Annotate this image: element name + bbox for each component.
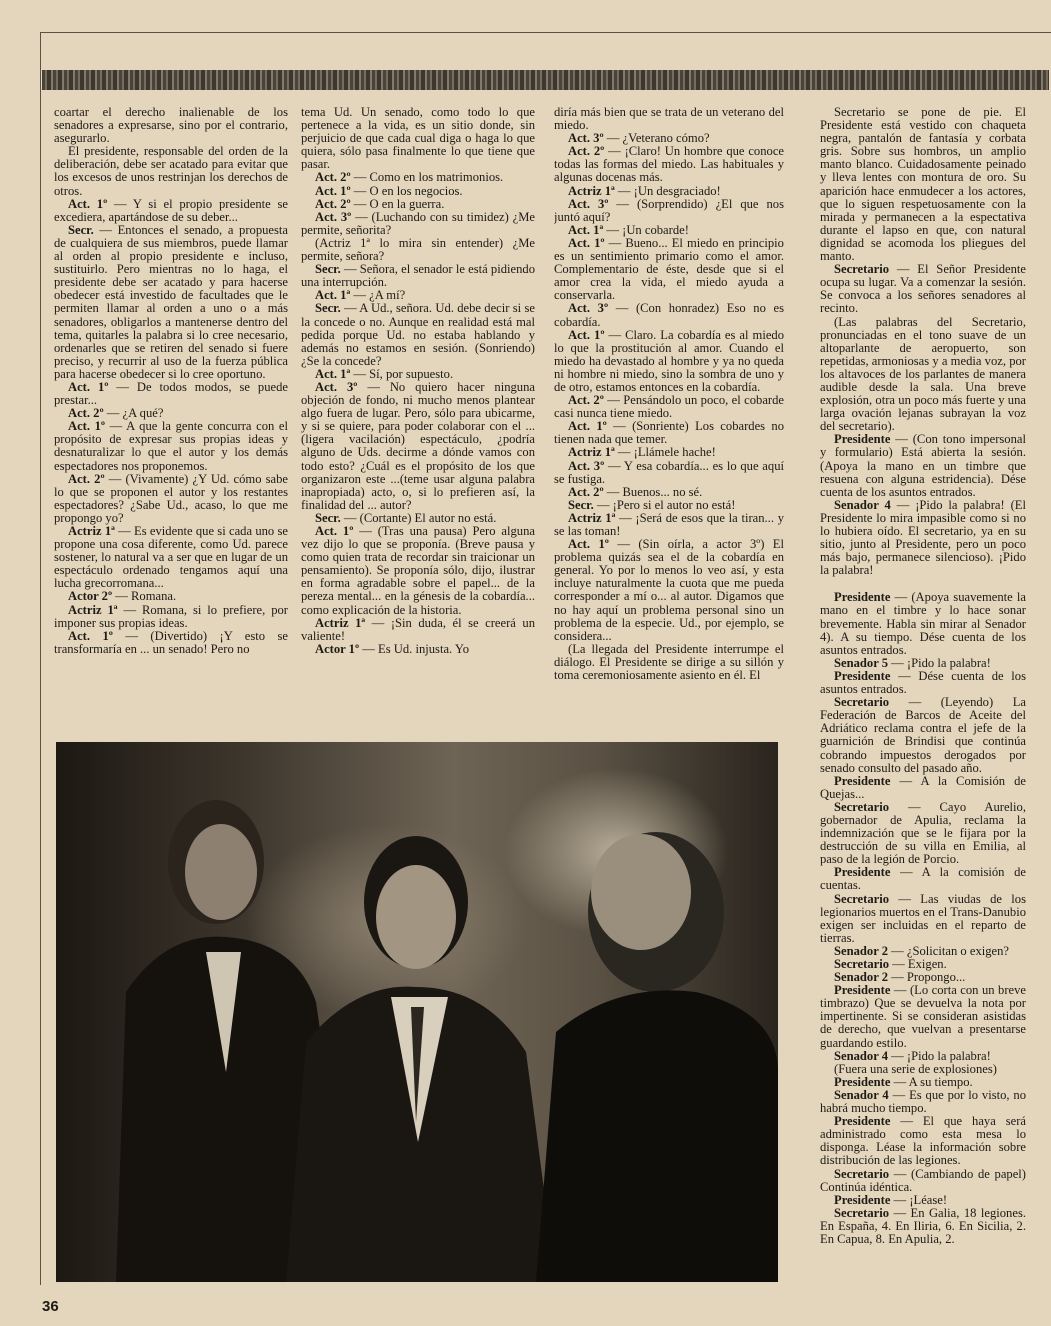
paragraph [301, 106, 535, 171]
paragraph [54, 604, 288, 630]
speaker-name: Secr. [315, 510, 341, 525]
speaker-name: Actor 2º [68, 589, 113, 604]
speaker-name: Secretario [834, 262, 890, 277]
dialogue-text: — Pensándolo un poco, el cobarde casi nunca tiene miedo. [554, 393, 784, 421]
dialogue-text: — Y si el propio presidente se excediera, apartándose de su deber... [54, 196, 288, 224]
speaker-name: Act. 1ª [568, 222, 604, 237]
dialogue-text: (Las palabras del Secretario, pronunciadas en el tono suave de un altoparlante de aeropuerto, son repetidas, armoniosas y a media voz, por los altavoces de los parlantes de manera audible desde la sala. Una breve explosión, otra un poco más fuerte y una larga ovación lejanas subrayan la voz del secretario). [820, 314, 1026, 434]
dialogue-text: — ¡Pido la palabra! [888, 655, 991, 670]
dialogue-text: tema Ud. Un senado, como todo lo que pertenece a la vida, es un sitio donde, sin perjuicio de que cada cual diga o haga lo que quiera, sólo pasa finalmente lo que tiene que pasar. [301, 106, 535, 172]
paragraph [301, 302, 535, 367]
paragraph [54, 145, 288, 197]
dialogue-text: — El que haya será administrado como esta mesa lo disponga. Léase la información sobre distribución de las legiones. [820, 1114, 1026, 1168]
dialogue-text: — A la Comisión de Quejas... [820, 773, 1026, 801]
paragraph [820, 499, 1026, 578]
paragraph [54, 106, 288, 145]
speaker-name: Secr. [315, 262, 341, 277]
dialogue-text: — ¡Léase! [890, 1192, 948, 1207]
paragraph [820, 433, 1026, 498]
speaker-name: Secr. [315, 301, 341, 316]
text-column-3 [554, 106, 784, 734]
text-column-1 [54, 106, 288, 730]
dialogue-text: — No quiero hacer ninguna objeción de fondo, ni mucho menos plantear algo fuera de lugar. Pero, sólo para ubicarme, y si se quiere, para poder colaborar con el ...(ligera vacilación) espectáculo, ¿podría alguno de Uds. decirme a dónde vamos con todo esto? ¿Cuál es el propósito de los que organizaron este ...(teme usar alguna palabra inapropiada) acto, o, si lo prefieren así, la finalidad del ... autor? [301, 379, 535, 512]
paragraph [554, 198, 784, 224]
dialogue-text: — (Sin oírla, a actor 3º) El problema quizás sea el de la cobardía en general. Yo por lo menos lo veo así, y esta incluye naturalmente la cuota que me pueda corresponder a mí o... al autor. Digamos que no hay aquí un problema personal sino un problema de la especie. Ud., por ejemplo, se considera... [554, 537, 784, 643]
speaker-name: Act. 2º [315, 196, 351, 211]
speaker-name: Secr. [68, 222, 94, 237]
speaker-name: Secretario [834, 1205, 890, 1220]
dialogue-text: — De todos modos, se puede prestar... [54, 379, 288, 408]
speaker-name: Act. 2º [568, 144, 605, 159]
dialogue-text: — (Tras una pausa) Pero alguna vez dijo lo que se proponía. (Breve pausa y como quien trata de recordar sin traicionar un pensamiento). Se proponía sólo, dijo, ilustrar en forma agradable sobre el papel... de la pereza mental... en la génesis de la cobardía... como explicación de la historia. [301, 524, 535, 617]
speaker-name: Act. 1º [68, 628, 113, 643]
dialogue-text: — A la comisión de cuentas. [820, 865, 1026, 893]
paragraph [554, 394, 784, 420]
speaker-name: Senador 2 [834, 970, 889, 985]
paragraph [820, 1207, 1026, 1246]
dialogue-text: — (Vivamente) ¿Y Ud. cómo sabe lo que se proponen el autor y los restantes espectadores? ¿Sabe Ud., acaso, lo que me propongo yo? [54, 471, 288, 525]
speaker-name: Senador 4 [834, 497, 891, 512]
paragraph [54, 473, 288, 525]
dialogue-text: — En Galia, 18 legiones. En España, 4. En Iliria, 6. En Sicilia, 2. En Capua, 8. En Apulia, 2. [820, 1205, 1026, 1246]
speaker-name: Act. 1º [68, 419, 106, 434]
dialogue-text: — ¡Un desgraciado! [614, 183, 721, 198]
speaker-name: Actriz 1ª [68, 524, 115, 538]
paragraph [554, 329, 784, 394]
speaker-name: Actriz 1ª [568, 510, 616, 525]
paragraph [301, 211, 535, 237]
paragraph [301, 525, 535, 617]
column-4-part-b [820, 591, 1026, 1246]
dialogue-text: — Sí, por supuesto. [350, 366, 454, 381]
dialogue-text: — Dése cuenta de los asuntos entrados. [820, 668, 1026, 697]
speaker-name: Act. 3º [568, 131, 604, 146]
speaker-name: Presidente [834, 590, 891, 605]
dialogue-text: — Y esa cobardía... es lo que aquí se fustiga. [554, 458, 784, 486]
dialogue-text: — A que la gente concurra con el propósito de expresar sus propias ideas y desnaturalizar lo que el autor y los demás espectadores nos proponemos. [54, 419, 288, 473]
speaker-name: Actriz 1ª [68, 602, 118, 617]
dialogue-text: — ¿A qué? [103, 406, 164, 421]
paragraph [820, 1115, 1026, 1167]
speaker-name: Act. 2º [568, 484, 604, 499]
paragraph [554, 643, 784, 682]
dialogue-text: — ¿Solicitan o exigen? [888, 943, 1010, 958]
paragraph [301, 617, 535, 643]
speaker-name: Secretario [834, 695, 890, 710]
dialogue-text: — ¿Veterano cómo? [603, 131, 710, 146]
dialogue-text: — Es que por lo visto, no habrá mucho tiempo. [820, 1087, 1026, 1116]
speaker-name: Act. 3º [315, 379, 358, 394]
paragraph [820, 106, 1026, 263]
speaker-name: Act. 2º [568, 393, 604, 408]
dialogue-text: — (Cambiando de papel) Continúa idéntica. [820, 1166, 1026, 1194]
paragraph [820, 801, 1026, 866]
speaker-name: Act. 1º [568, 235, 605, 250]
paragraph [54, 630, 288, 656]
dialogue-text: — ¡Pido la palabra! (El Presidente lo mira impasible como si no lo hubiera oído. El secretario, ya en su sitio, junto al Presidente, pero un poco más bajo, permanece silencioso). ¡Pido la palabra! [820, 497, 1026, 578]
dialogue-text: — Entonces el senado, a propuesta de cualquiera de sus miembros, puede llamar al orden al propio presidente e incluso, sustituirlo. Pero mientras no lo haga, el presidente debe ser acatado y para hacerse obedecer está investido de facultades que le permiten llamar al orden a uno o a más senadores, obligarlos a mantenerse dentro del tema, quitarles la palabra si lo cree necesario, ordenarles que se retiren del senado si fuere preciso, y recurrir al uso de la fuerza pública para hacerse obedecer si lo cree oportuno. [54, 222, 288, 381]
dialogue-text: — Romana. [112, 589, 177, 604]
paragraph [820, 984, 1026, 1049]
dialogue-text: — (Con tono impersonal y formulario) Está abierta la sesión. (Apoya la mano en un timbre que resuena con alguna estridencia). Dése cuenta de los asuntos entrados. [820, 432, 1026, 499]
paragraph [54, 224, 288, 381]
dialogue-text: — El Señor Presidente ocupa su lugar. Va a comenzar la sesión. Se convoca a los señores senadores al recinto. [820, 262, 1026, 316]
speaker-name: Actriz 1ª [315, 615, 366, 630]
paragraph [554, 512, 784, 538]
dialogue-text: — ¡Pero si el autor no está! [593, 497, 736, 512]
dialogue-text: — Bueno... El miedo en principio es un sentimiento primario como el amor. Complementario de éste, desde que si el amor crea la vida, el miedo ayuda a conservarla. [554, 235, 784, 303]
dialogue-text: — ¡Pido la palabra! [888, 1048, 991, 1063]
paragraph [554, 420, 784, 446]
dialogue-text: — A su tiempo. [890, 1074, 973, 1089]
speaker-name: Secr. [568, 497, 594, 512]
dialogue-text: — O en la guerra. [350, 196, 445, 211]
dialogue-text: — (Luchando con su timidez) ¿Me permite, señorita? [301, 209, 535, 237]
dialogue-text: — (Sonriente) Los cobardes no tienen nada que temer. [554, 419, 784, 447]
speaker-name: Secretario [834, 1166, 890, 1181]
dialogue-text: — Como en los matrimonios. [350, 170, 504, 185]
dialogue-text: — A Ud., señora. Ud. debe decir si se la concede o no. Aunque en realidad está mal pedida porque Ud. no estaba hablando y además no estamos en sesión. (Sonriendo) ¿Se la concede? [301, 301, 535, 368]
paragraph [820, 1089, 1026, 1115]
speaker-name: Presidente [834, 983, 891, 998]
paragraph [820, 670, 1026, 696]
paragraph [301, 263, 535, 289]
dialogue-text: — ¡Será de esos que la tiran... y se las toman! [554, 510, 784, 538]
dialogue-text: — (Cortante) El autor no está. [340, 510, 497, 525]
speaker-name: Senador 5 [834, 655, 889, 670]
speaker-name: Act. 1º [315, 183, 351, 198]
photo-three-men-icon [56, 742, 778, 1282]
header-band [42, 70, 1049, 90]
dialogue-text: — (Con honradez) Eso no es cobardía. [554, 301, 784, 329]
dialogue-text: — (Apoya suavemente la mano en el timbre y lo hace sonar brevemente. Habla sin mirar al Senador 4). A su tiempo. Dése cuenta de los asuntos entrados. [820, 590, 1026, 657]
speaker-name: Act. 1ª [315, 366, 351, 381]
dialogue-text: — ¡Un cobarde! [603, 222, 689, 237]
speaker-name: Secretario [834, 799, 890, 814]
paragraph [820, 263, 1026, 315]
paragraph [820, 316, 1026, 434]
dialogue-text: — ¡Sin duda, él se creerá un valiente! [301, 615, 535, 643]
dialogue-text: — Propongo... [888, 970, 966, 985]
dialogue-text: (La llegada del Presidente interrumpe el diálogo. El Presidente se dirige a su sillón y toma ceremoniosamente asiento en él. El [554, 641, 784, 683]
paragraph-gap [820, 577, 1026, 591]
photo-three-men [56, 742, 778, 1282]
paragraph [554, 302, 784, 328]
speaker-name: Act. 1ª [315, 288, 351, 303]
paragraph [54, 525, 288, 590]
speaker-name: Presidente [834, 865, 891, 880]
dialogue-text: — (Leyendo) La Federación de Barcos de Aceite del Adriático reclama contra el jefe de la guarnición de Brindisi que continúa cobrando impuestos derogados por senado consulto del pasado año. [820, 695, 1026, 775]
speaker-name: Presidente [834, 1114, 891, 1129]
paragraph [820, 775, 1026, 801]
speaker-name: Presidente [834, 668, 891, 683]
speaker-name: Senador 4 [834, 1048, 889, 1063]
speaker-name: Secretario [834, 891, 890, 906]
dialogue-text: (Fuera una serie de explosiones) [834, 1061, 997, 1076]
dialogue-text: — ¡Claro! Un hombre que conoce todas las formas del miedo. Las habituales y algunas docenas más. [554, 144, 784, 185]
speaker-name: Act. 1º [68, 196, 108, 211]
speaker-name: Act. 2º [315, 170, 351, 185]
dialogue-text: — Es Ud. injusta. Yo [359, 641, 470, 656]
dialogue-text: — (Divertido) ¡Y esto se transformaría en ... un senado! Pero no [54, 628, 288, 656]
paragraph [554, 538, 784, 643]
speaker-name: Act. 1º [568, 537, 609, 552]
dialogue-text: (Actriz 1ª lo mira sin entender) ¿Me permite, señora? [301, 235, 535, 264]
dialogue-text: El presidente, responsable del orden de la deliberación, debe ser acatado para evitar que los excesos de unos restrinjan los derechos de otros. [54, 144, 288, 198]
speaker-name: Presidente [834, 1074, 891, 1089]
speaker-name: Act. 3º [568, 301, 609, 316]
paragraph [301, 643, 535, 656]
dialogue-text: — Claro. La cobardía es al miedo lo que la prostitución al amor. Cuando el miedo ha devastado al hombre y ya no queda ni hombre ni miedo, sino la sombra de uno y de otro, estamos entonces en la cobardía. [554, 327, 784, 394]
paragraph [554, 460, 784, 486]
paragraph [554, 237, 784, 302]
dialogue-text: — ¡Llámele hache! [614, 445, 716, 460]
speaker-name: Act. 2º [68, 406, 104, 421]
speaker-name: Act. 3º [568, 196, 609, 211]
text-column-2 [301, 106, 535, 732]
speaker-name: Act. 2º [68, 471, 105, 486]
dialogue-text: — ¿A mí? [350, 288, 406, 303]
speaker-name: Actriz 1ª [568, 183, 615, 198]
paragraph [301, 381, 535, 512]
paragraph [820, 591, 1026, 656]
speaker-name: Actor 1º [315, 641, 360, 656]
speaker-name: Presidente [834, 432, 891, 447]
column-4-part-a [820, 106, 1026, 577]
dialogue-text: — Las viudas de los legionarios muertos en el Trans-Danubio exigen ser incluidas en el reparto de tierras. [820, 891, 1026, 945]
paragraph [554, 106, 784, 132]
speaker-name: Presidente [834, 1192, 891, 1207]
paragraph [820, 866, 1026, 892]
speaker-name: Act. 3º [315, 209, 352, 224]
dialogue-text: — Romana, si lo prefiere, por imponer sus propias ideas. [54, 602, 288, 630]
paragraph [54, 198, 288, 224]
paragraph [301, 237, 535, 263]
speaker-name: Actriz 1ª [568, 445, 615, 460]
dialogue-text: — Señora, el senador le está pidiendo una interrupción. [301, 262, 535, 290]
dialogue-text: diría más bien que se trata de un veterano del miedo. [554, 106, 784, 133]
dialogue-text: — Es evidente que si cada uno se propone una cosa diferente, como Ud. parece sostener, lo natural va a ser que en lugar de un espectáculo ordenado tengamos aquí una lucha grecorromana... [54, 524, 288, 591]
paragraph [54, 420, 288, 472]
speaker-name: Secretario [834, 957, 890, 971]
page-number: 36 [42, 1298, 59, 1315]
paragraph [820, 696, 1026, 775]
dialogue-text: — (Sorprendido) ¿El que nos juntó aquí? [554, 196, 784, 224]
dialogue-text: coartar el derecho inalienable de los senadores a expresarse, sino por el contrario, asegurarlo. [54, 106, 288, 146]
dialogue-text: — O en los negocios. [350, 183, 463, 198]
speaker-name: Act. 1º [568, 327, 605, 342]
dialogue-text: Secretario se pone de pie. El Presidente está vestido con chaqueta negra, pantalón de fantasía y corbata gris. Sobre sus hombros, un amplio manto blanco. Cuidadosamente peinado y lleva lentes con montura de oro. Su aparición hace enmudecer a los actores, que lo siguen respetuosamente con la mirada y permanecen a la espectativa durante el lapso en que, con natural dignidad se acomoda los pliegues del manto. [820, 106, 1026, 264]
paragraph [554, 145, 784, 184]
dialogue-text: — Cayo Aurelio, gobernador de Apulia, reclama la indemnización que se le fijara por la destrucción de su villa en Emilia, al paso de la legión de Porcio. [820, 799, 1026, 867]
speaker-name: Senador 4 [834, 1087, 889, 1102]
paragraph [820, 893, 1026, 945]
paragraph [820, 1168, 1026, 1194]
speaker-name: Presidente [834, 773, 891, 788]
paragraph [54, 381, 288, 407]
speaker-name: Act. 1º [68, 379, 109, 394]
dialogue-text: — Buenos... no sé. [603, 484, 703, 499]
speaker-name: Act. 1º [568, 419, 607, 434]
dialogue-text: — (Lo corta con un breve timbrazo) Que se devuelva la nota por impertinente. Si se consideran asistidas de derecho, que vuelvan a presentarse guardando estilo. [820, 983, 1026, 1050]
dialogue-text: — Exigen. [889, 957, 947, 971]
text-column-4 [820, 106, 1026, 1286]
speaker-name: Senador 2 [834, 943, 889, 958]
speaker-name: Act. 3º [568, 458, 605, 473]
speaker-name: Act. 1º [315, 524, 354, 538]
